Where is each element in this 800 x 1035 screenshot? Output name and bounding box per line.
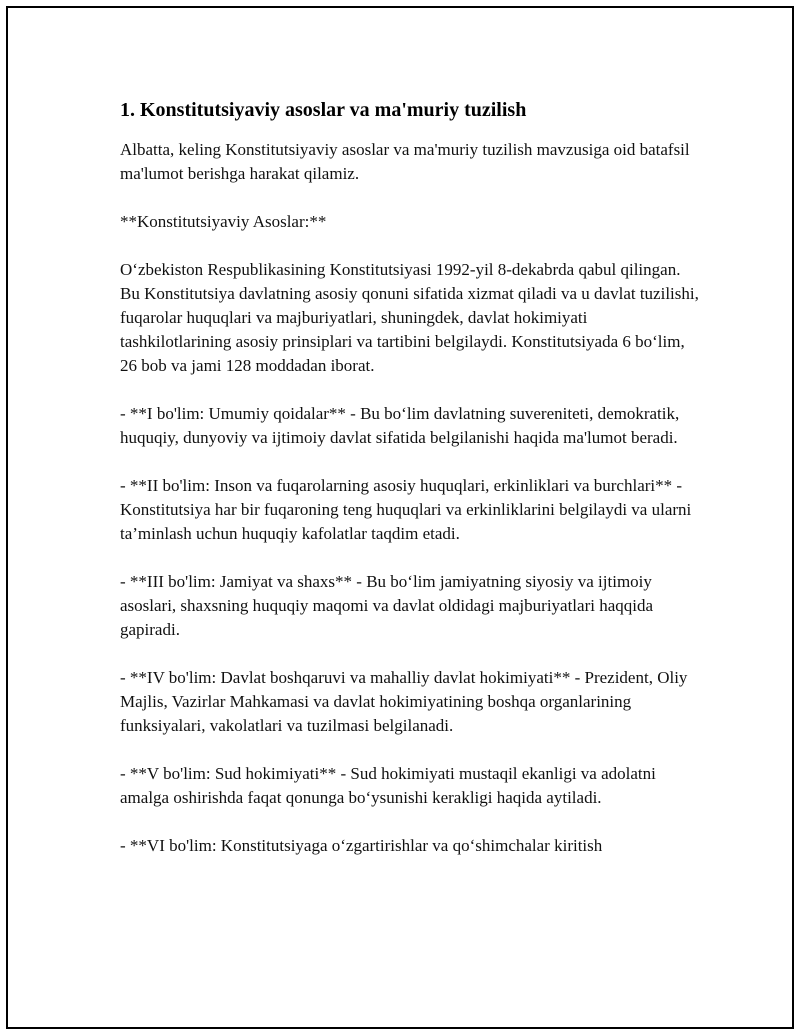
section-iv-paragraph: - **IV bo'lim: Davlat boshqaruvi va mahalliy davlat hokimiyati** - Prezident, Oliy Majlis, Vazirlar Mahkamasi va davlat hokimiyatining boshqa organlarining funksiyalari, vakolatlari va tuzilmasi belgilanadi. [120,668,688,735]
document-page [6,6,794,1029]
intro-paragraph: Albatta, keling Konstitutsiyaviy asoslar va ma'muriy tuzilish mavzusiga oid batafsil ma'lumot berishga harakat qilamiz. [120,140,690,183]
subheading-paragraph: **Konstitutsiyaviy Asoslar:** [120,212,327,231]
section-i-paragraph: - **I bo'lim: Umumiy qoidalar** - Bu bo‘lim davlatning suvereniteti, demokratik, huquqiy, dunyoviy va ijtimoiy davlat sifatida belgilanishi haqida ma'lumot beradi. [120,404,680,447]
constitution-overview-paragraph: O‘zbekiston Respublikasining Konstitutsiyasi 1992-yil 8-dekabrda qabul qilingan. Bu Konstitutsiya davlatning asosiy qonuni sifatida xizmat qiladi va u davlat tuzilishi, fuqarolar huquqlari va majburiyatlari, shuningdek, davlat hokimiyati tashkilotlarining asosiy prinsiplari va tartibini belgilaydi. Konstitutsiyada 6 bo‘lim, 26 bob va jami 128 moddadan iborat. [120,260,699,375]
section-heading: 1. Konstitutsiyaviy asoslar va ma'muriy tuzilish [120,99,527,121]
section-v-paragraph: - **V bo'lim: Sud hokimiyati** - Sud hokimiyati mustaqil ekanligi va adolatni amalga oshirishda faqat qonunga bo‘ysunishi kerakligi haqida aytiladi. [120,764,656,807]
section-iii-paragraph: - **III bo'lim: Jamiyat va shaxs** - Bu bo‘lim jamiyatning siyosiy va ijtimoiy asoslari, shaxsning huquqiy maqomi va davlat oldidagi majburiyatlari haqqida gapiradi. [120,572,654,639]
document-body [120,96,700,858]
section-ii-paragraph: - **II bo'lim: Inson va fuqarolarning asosiy huquqlari, erkinliklari va burchlari** - Konstitutsiya har bir fuqaroning teng huquqlari va erkinliklarini belgilaydi va ularni ta’minlash uchun huquqiy kafolatlar taqdim etadi. [120,476,692,543]
section-vi-paragraph: - **VI bo'lim: Konstitutsiyaga o‘zgartirishlar va qo‘shimchalar kiritish [120,836,603,855]
